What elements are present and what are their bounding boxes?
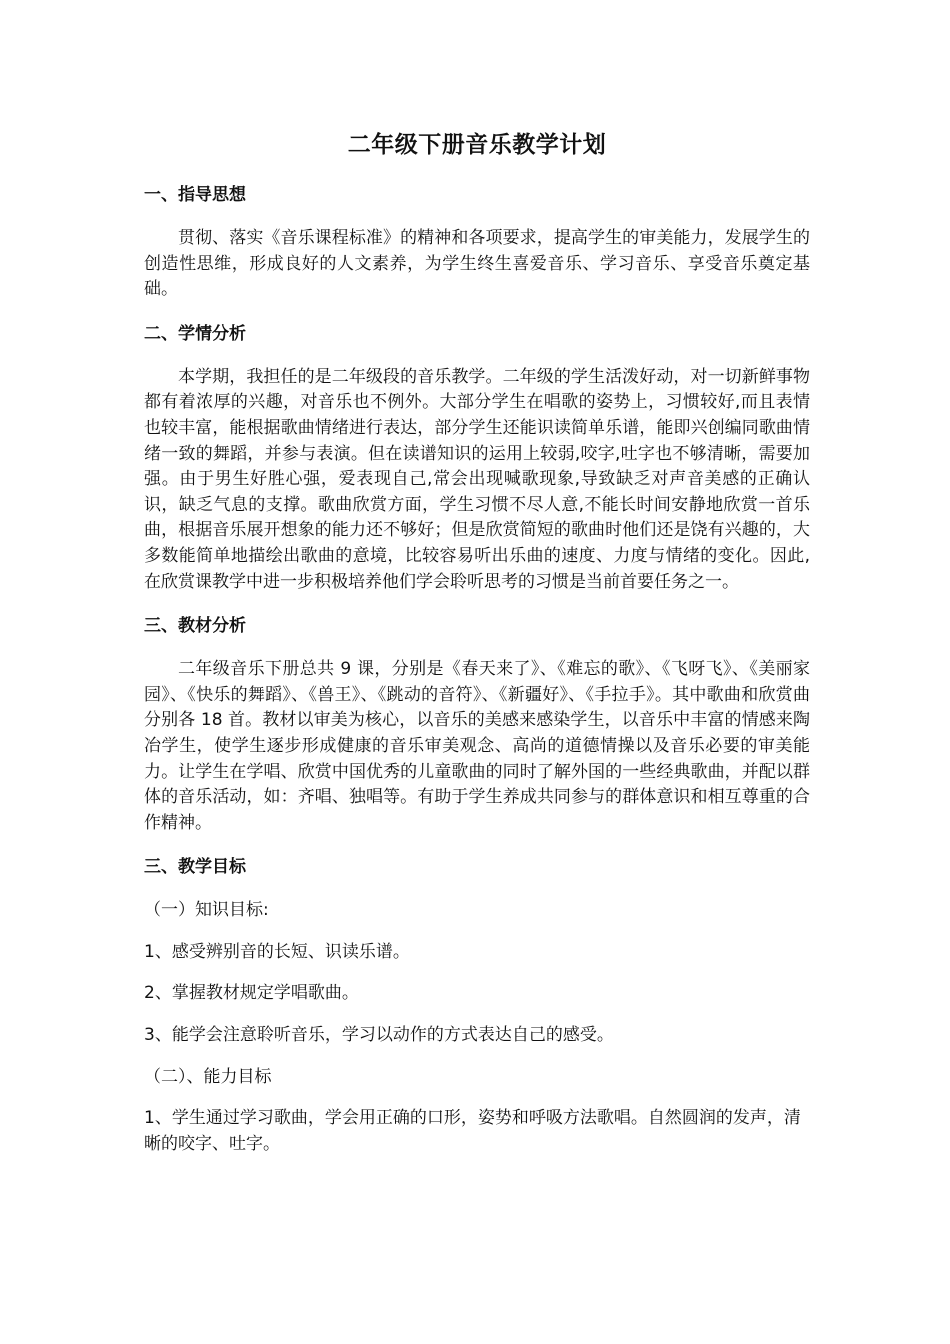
section-heading-guiding-thought: 一、指导思想 xyxy=(144,185,246,205)
list-item-knowledge-goal: 3、能学会注意聆听音乐，学习以动作的方式表达自己的感受。 xyxy=(144,1025,614,1046)
section-paragraph-student-analysis: 本学期，我担任的是二年级段的音乐教学。二年级的学生活泼好动，对一切新鲜事物都有着浓厚的兴趣，对音乐也不例外。大部分学生在唱歌的姿势上，习惯较好,而且表情也较丰富，能根据歌曲情绪进行表达，部分学生还能识读简单乐谱，能即兴创编同歌曲情绪一致的舞蹈，并参与表演。但在读谱知识的运用上较弱,咬字,吐字也不够清晰，需要加强。由于男生好胜心强，爱表现自己,常会出现喊歌现象,导致缺乏对声音美感的正确认识，缺乏气息的支撑。歌曲欣赏方面，学生习惯不尽人意,不能长时间安静地欣赏一首乐曲，根据音乐展开想象的能力还不够好；但是欣赏简短的歌曲时他们还是饶有兴趣的，大多数能简单地描绘出歌曲的意境，比较容易听出乐曲的速度、力度与情绪的变化。因此,在欣赏课教学中进一步积极培养他们学会聆听思考的习惯是当前首要任务之一。 xyxy=(144,366,810,592)
section-heading-textbook-analysis: 三、教材分析 xyxy=(144,616,246,637)
subheading-ability-goals: （二）、能力目标 xyxy=(144,1066,272,1087)
section-heading-student-analysis: 二、学情分析 xyxy=(144,323,246,344)
list-item-ability-goal: 1、学生通过学习歌曲，学会用正确的口形，姿势和呼吸方法歌唱。自然圆润的发声，清晰的咬字、吐字。 xyxy=(144,1108,801,1154)
list-item-knowledge-goal: 1、感受辨别音的长短、识读乐谱。 xyxy=(144,941,410,962)
section-paragraph-textbook-analysis: 二年级音乐下册总共 9 课，分别是《春天来了》、《难忘的歌》、《飞呀飞》、《美丽家园》、《快乐的舞蹈》、《兽王》、《跳动的音符》、《新疆好》、《手拉手》。其中歌曲和欣赏曲分别各 18 首。教材以审美为核心，以音乐的美感来感染学生，以音乐中丰富的情感来陶冶学生，使学生逐步形成健康的音乐审美观念、高尚的道德情操以及音乐必要的审美能力。让学生在学唱、欣赏中国优秀的儿童歌曲的同时了解外国的一些经典歌曲，并配以群体的音乐活动，如：齐唱、独唱等。有助于学生养成共同参与的群体意识和相互尊重的合作精神。 xyxy=(144,659,810,833)
section-paragraph-guiding-thought: 贯彻、落实《音乐课程标准》的精神和各项要求，提高学生的审美能力，发展学生的创造性思维，形成良好的人文素养，为学生终生喜爱音乐、学习音乐、享受音乐奠定基础。 xyxy=(144,228,810,300)
subheading-knowledge-goals: （一）知识目标: xyxy=(144,900,269,921)
document-body xyxy=(144,128,810,1173)
document-title: 二年级下册音乐教学计划 xyxy=(347,132,607,158)
list-item-knowledge-goal: 2、掌握教材规定学唱歌曲。 xyxy=(144,983,359,1004)
section-heading-teaching-goals: 三、教学目标 xyxy=(144,857,246,878)
